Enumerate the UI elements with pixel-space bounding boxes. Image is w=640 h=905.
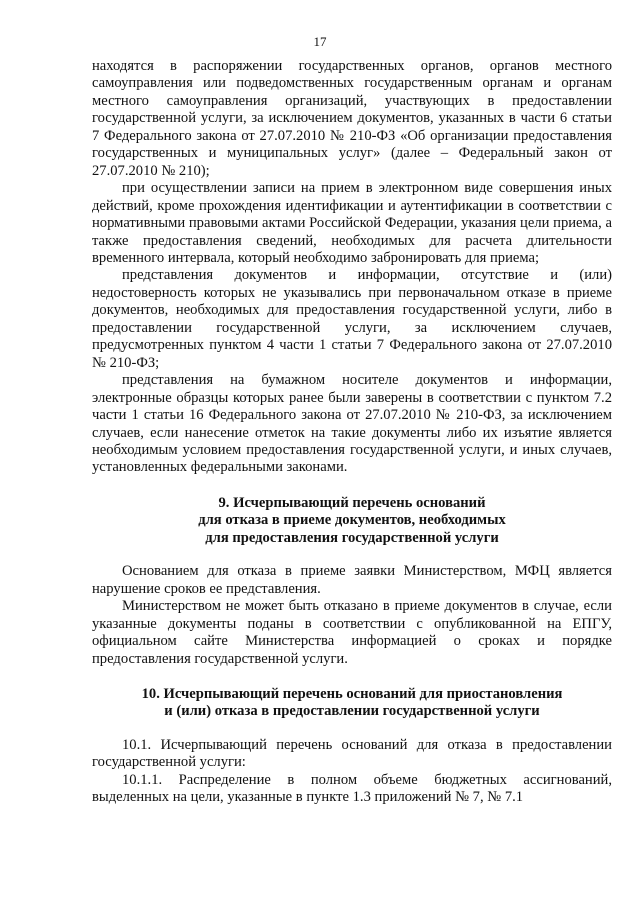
document-body (92, 58, 612, 807)
section-10-heading (92, 686, 612, 721)
page-number: 17 (313, 34, 327, 49)
section-9-heading (92, 495, 612, 547)
paragraph: Основанием для отказа в приеме заявки Министерством, МФЦ является нарушение сроков ее представления. (92, 563, 612, 597)
paragraph: 10.1. Исчерпывающий перечень оснований для отказа в предоставлении государственной услуги: (92, 736, 612, 771)
heading-line: для отказа в приеме документов, необходимых (198, 512, 506, 529)
heading-line: для предоставления государственной услуги (205, 529, 499, 546)
heading-line: 10. Исчерпывающий перечень оснований для приостановления (141, 685, 563, 702)
heading-line: 9. Исчерпывающий перечень оснований (218, 494, 486, 511)
paragraph: представления документов и информации, отсутствие и (или) недостоверность которых не указывались при первоначальном отказе в приеме документов, необходимых для предоставления государственной услуги, либо в предоставлении государственной услуги, за исключением случаев, предусмотренных пунктом 4 части 1 статьи 7 Федерального закона от 27.07.2010 № 210-ФЗ; (92, 267, 612, 371)
paragraph: представления на бумажном носителе документов и информации, электронные образцы которых ранее были заверены в соответствии с пунктом 7.2 части 1 статьи 16 Федерального закона от 27.07.2010 № 210-ФЗ, за исключением случаев, если нанесение отметок на такие документы либо их изъятие является необходимым условием предоставления государственной услуги, и иных случаев, установленных федеральными законами. (92, 372, 612, 476)
heading-line: и (или) отказа в предоставлении государственной услуги (164, 703, 540, 720)
paragraph: Министерством не может быть отказано в приеме документов в случае, если указанные документы поданы в соответствии с опубликованной на ЕПГУ, официальном сайте Министерства информацией о сроках и порядке предоставления государственной услуги. (92, 598, 612, 667)
paragraph: 10.1.1. Распределение в полном объеме бюджетных ассигнований, выделенных на цели, указанные в пункте 1.3 приложений № 7, № 7.1 (92, 771, 612, 806)
paragraph: при осуществлении записи на прием в электронном виде совершения иных действий, кроме прохождения идентификации и аутентификации в соответствии с нормативными правовыми актами Российской Федерации, указания цели приема, а также предоставления сведений, необходимых для расчета длительности временного интервала, который необходимо забронировать для приема; (92, 180, 612, 266)
paragraph: находятся в распоряжении государственных органов, органов местного самоуправления или подведомственных государственным органам и органам местного самоуправления организаций, участвующих в предоставлении государственной услуги, за исключением документов, указанных в части 6 статьи 7 Федерального закона от 27.07.2010 № 210-ФЗ «Об организации предоставления государственных и муниципальных услуг» (далее – Федеральный закон от 27.07.2010 № 210); (92, 58, 612, 179)
